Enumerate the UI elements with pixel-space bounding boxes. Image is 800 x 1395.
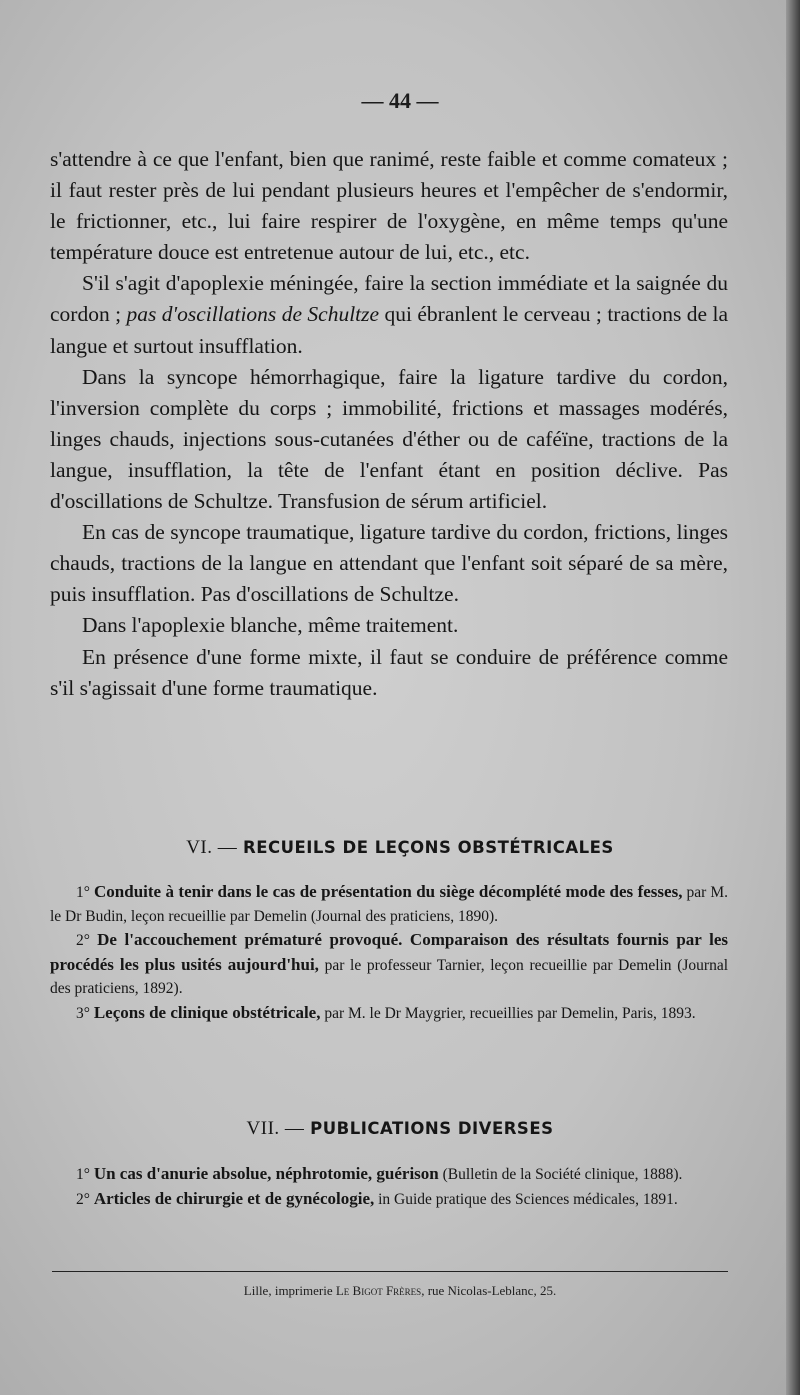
section-number: VII. — xyxy=(246,1118,305,1139)
printer-imprint xyxy=(0,1283,800,1299)
paragraph-text: S'il s'agit d'apoplexie méningée, faire la section immédiate et la saignée du cordon ; xyxy=(50,271,728,327)
item-title: Leçons de clinique obstétricale, xyxy=(93,1002,321,1022)
imprint-text: , rue Nicolas-Leblanc, 25. xyxy=(421,1283,557,1298)
item-detail: par M. le Dr Maygrier, recueillies par Demelin, Paris, 1893. xyxy=(320,1004,696,1022)
section-number: VI. — xyxy=(186,837,238,858)
list-recueils xyxy=(50,880,728,1026)
imprint-printer-name: Le Bigot Frères xyxy=(335,1283,422,1298)
section-title: PUBLICATIONS DIVERSES xyxy=(310,1119,554,1138)
paragraph-apoplexie-meningee xyxy=(50,268,728,361)
item-title: Un cas d'anurie absolue, néphrotomie, guérison xyxy=(93,1164,439,1183)
section-heading-vii xyxy=(0,1118,800,1140)
item-number: 1° xyxy=(76,1166,90,1183)
paragraph-syncope-traumatique: En cas de syncope traumatique, ligature tardive du cordon, frictions, linges chauds, tractions de la langue en attendant que l'enfant soit séparé de sa mère, puis insufflation. Pas d'oscillations de Schultze. xyxy=(50,520,728,607)
list-item xyxy=(50,1001,728,1026)
body-text xyxy=(50,144,728,704)
item-number: 2° xyxy=(76,1190,90,1208)
list-item xyxy=(50,1162,728,1187)
footer-rule xyxy=(52,1271,728,1272)
item-title: Conduite à tenir dans le cas de présentation du siège décomplété mode des fesses, xyxy=(94,882,683,901)
paragraph-apoplexie-blanche: Dans l'apoplexie blanche, même traitement. xyxy=(82,613,459,638)
list-publications xyxy=(50,1162,728,1211)
item-detail: (Bulletin de la Société clinique, 1888). xyxy=(438,1166,683,1183)
paragraph-forme-mixte: En présence d'une forme mixte, il faut se conduire de préférence comme s'il s'agissait d'une forme traumatique. xyxy=(50,644,728,700)
imprint-text: Lille, imprimerie xyxy=(243,1283,336,1298)
paragraph-syncope-hemorrhagique: Dans la syncope hémorrhagique, faire la ligature tardive du cordon, l'inversion complète du corps ; immobilité, frictions et massages modérés, linges chauds, injections sous-cutanées d'éther ou de caféïne, tractions de la langue, insufflation, la tête de l'enfant étant en position déclive. Pas d'oscillations de Schultze. Transfusion de sérum artificiel. xyxy=(50,364,728,514)
page-edge-shadow xyxy=(786,0,800,1395)
section-title: RECUEILS DE LEÇONS OBSTÉTRICALES xyxy=(243,838,614,857)
italic-phrase: pas d'oscillations de Schultze xyxy=(126,302,380,327)
item-title: De l'accouchement prématuré provoqué. Comparaison des résultats fournis par les procédés les plus usités aujourd'hui, xyxy=(50,930,728,974)
item-title: Articles de chirurgie et de gynécologie, xyxy=(93,1188,375,1208)
item-number: 3° xyxy=(76,1004,90,1022)
item-detail: par M. le Dr Budin, leçon recueillie par Demelin (Journal des praticiens, 1890). xyxy=(50,884,729,925)
list-item xyxy=(50,928,728,1001)
list-item xyxy=(50,1187,728,1212)
item-detail: par le professeur Tarnier, leçon recueillie par Demelin (Journal des praticiens, 1892). xyxy=(50,956,729,998)
item-detail: in Guide pratique des Sciences médicales, 1891. xyxy=(374,1190,678,1208)
item-number: 2° xyxy=(76,932,90,950)
item-number: 1° xyxy=(76,884,90,901)
page-number: — 44 — xyxy=(361,88,439,113)
paragraph-continuation: s'attendre à ce que l'enfant, bien que ranimé, reste faible et comme comateux ; il faut rester près de lui pendant plusieurs heures et l'empêcher de s'endormir, le frictionner, etc., lui faire respirer de l'oxygène, en même temps qu'une température douce est entretenue autour de lui, etc., etc. xyxy=(50,147,728,265)
paragraph-text: qui ébranlent le cerveau ; tractions de la langue et surtout insufflation. xyxy=(50,302,728,358)
section-heading-vi xyxy=(0,837,800,859)
list-item xyxy=(50,880,728,928)
